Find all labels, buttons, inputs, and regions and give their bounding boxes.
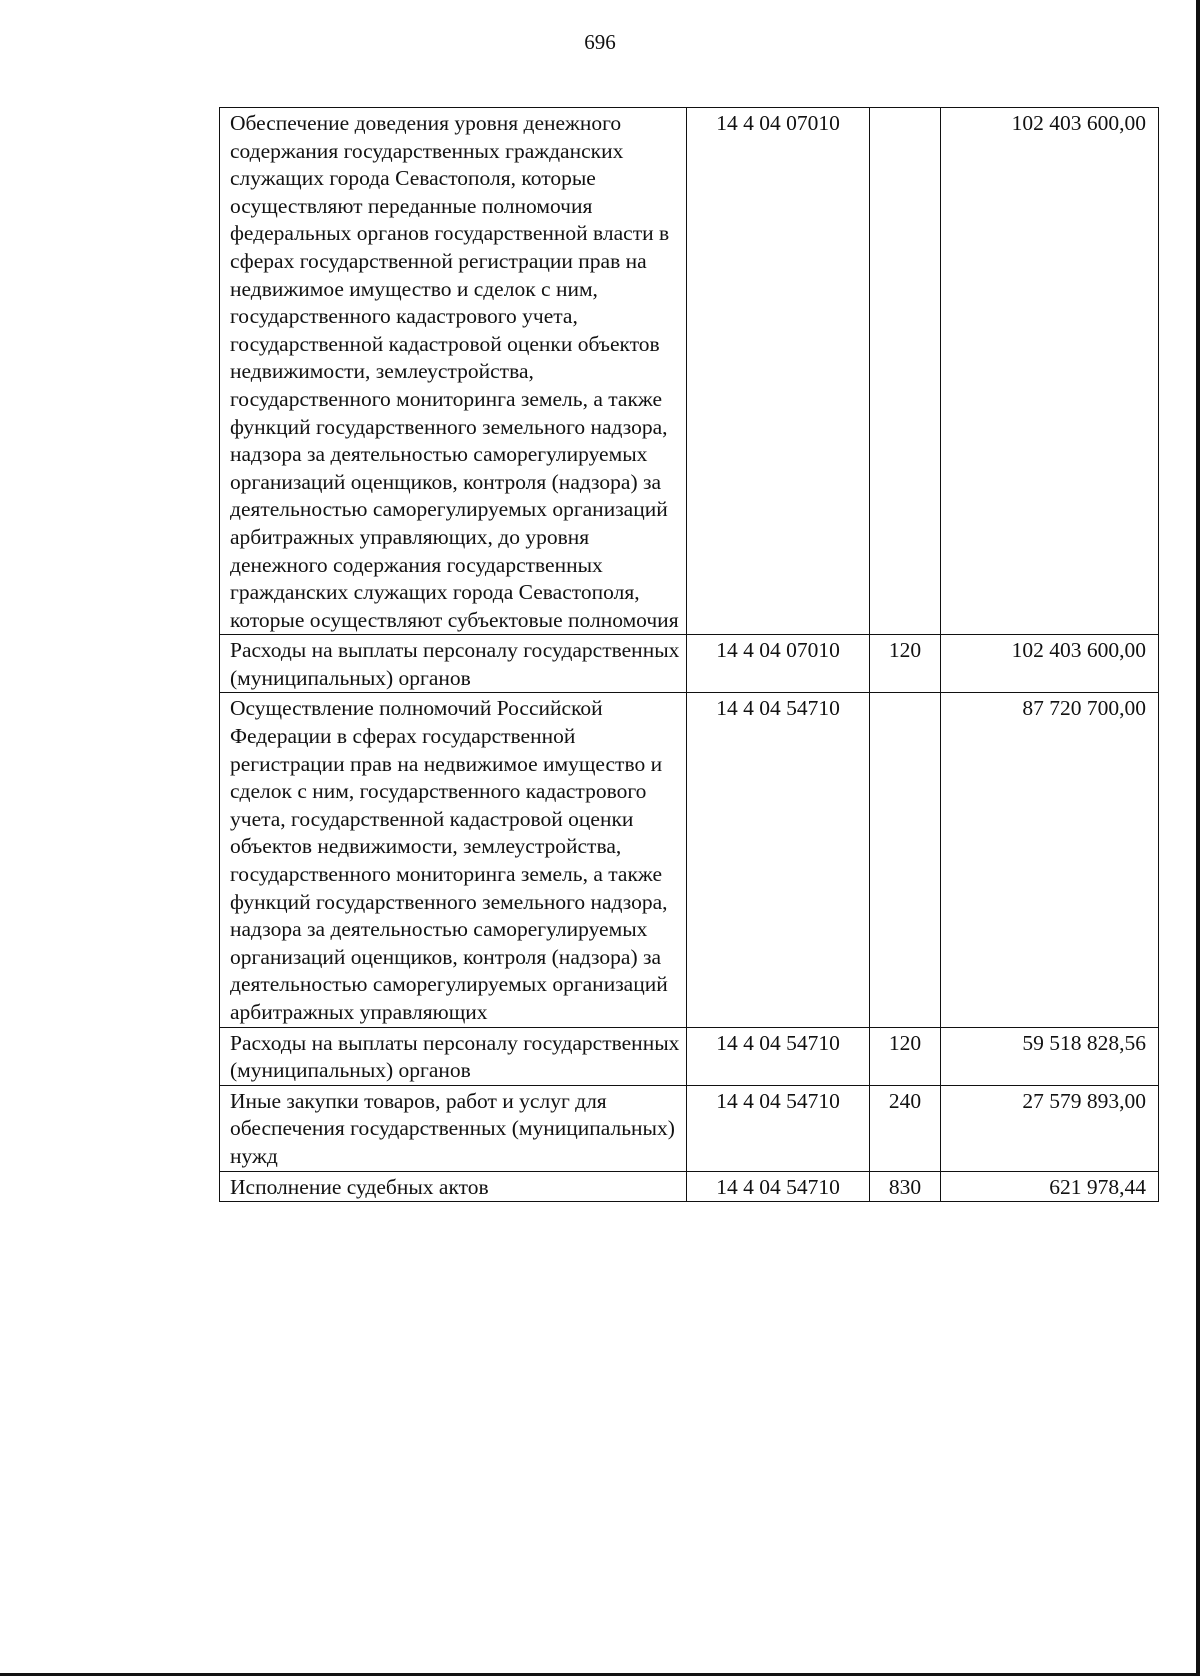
row-amount: 102 403 600,00 — [941, 108, 1159, 635]
row-target-code: 14 4 04 54710 — [687, 1085, 870, 1171]
row-amount: 87 720 700,00 — [941, 693, 1159, 1027]
row-expense-type: 240 — [870, 1085, 941, 1171]
row-expense-type: 120 — [870, 635, 941, 693]
table-row — [220, 693, 1159, 1027]
table-row — [220, 1027, 1159, 1085]
row-target-code: 14 4 04 54710 — [687, 693, 870, 1027]
row-description: Расходы на выплаты персоналу государственных (муниципальных) органов — [220, 635, 687, 693]
row-description: Обеспечение доведения уровня денежного содержания государственных гражданских служащих города Севастополя, которые осуществляют переданные полномочия федеральных органов государственной власти в сферах государственной регистрации прав на недвижимое имущество и сделок с ним, государственного кадастрового учета, государственной кадастровой оценки объектов недвижимости, землеустройства, государственного мониторинга земель, а также функций государственного земельного надзора, надзора за деятельностью саморегулируемых организаций оценщиков, контроля (надзора) за деятельностью саморегулируемых организаций арбитражных управляющих, до уровня денежного содержания государственных гражданских служащих города Севастополя, которые осуществляют субъектовые полномочия — [220, 108, 687, 635]
table-row — [220, 1171, 1159, 1202]
scan-edge-right — [1196, 0, 1200, 1676]
row-amount: 621 978,44 — [941, 1171, 1159, 1202]
row-expense-type: 830 — [870, 1171, 941, 1202]
table-row — [220, 1085, 1159, 1171]
budget-table — [219, 107, 1159, 1202]
row-target-code: 14 4 04 54710 — [687, 1027, 870, 1085]
row-expense-type — [870, 693, 941, 1027]
row-expense-type: 120 — [870, 1027, 941, 1085]
row-target-code: 14 4 04 07010 — [687, 635, 870, 693]
table-row — [220, 635, 1159, 693]
row-description: Иные закупки товаров, работ и услуг для обеспечения государственных (муниципальных) нужд — [220, 1085, 687, 1171]
row-amount: 59 518 828,56 — [941, 1027, 1159, 1085]
page-number: 696 — [584, 30, 616, 54]
row-target-code: 14 4 04 54710 — [687, 1171, 870, 1202]
row-description: Исполнение судебных актов — [220, 1171, 687, 1202]
row-amount: 27 579 893,00 — [941, 1085, 1159, 1171]
row-expense-type — [870, 108, 941, 635]
row-description: Осуществление полномочий Российской Федерации в сферах государственной регистрации прав на недвижимое имущество и сделок с ним, государственного кадастрового учета, государственной кадастровой оценки объектов недвижимости, землеустройства, государственного мониторинга земель, а также функций государственного земельного надзора, надзора за деятельностью саморегулируемых организаций оценщиков, контроля (надзора) за деятельностью саморегулируемых организаций арбитражных управляющих — [220, 693, 687, 1027]
row-amount: 102 403 600,00 — [941, 635, 1159, 693]
table-row — [220, 108, 1159, 635]
row-description: Расходы на выплаты персоналу государственных (муниципальных) органов — [220, 1027, 687, 1085]
row-target-code: 14 4 04 07010 — [687, 108, 870, 635]
